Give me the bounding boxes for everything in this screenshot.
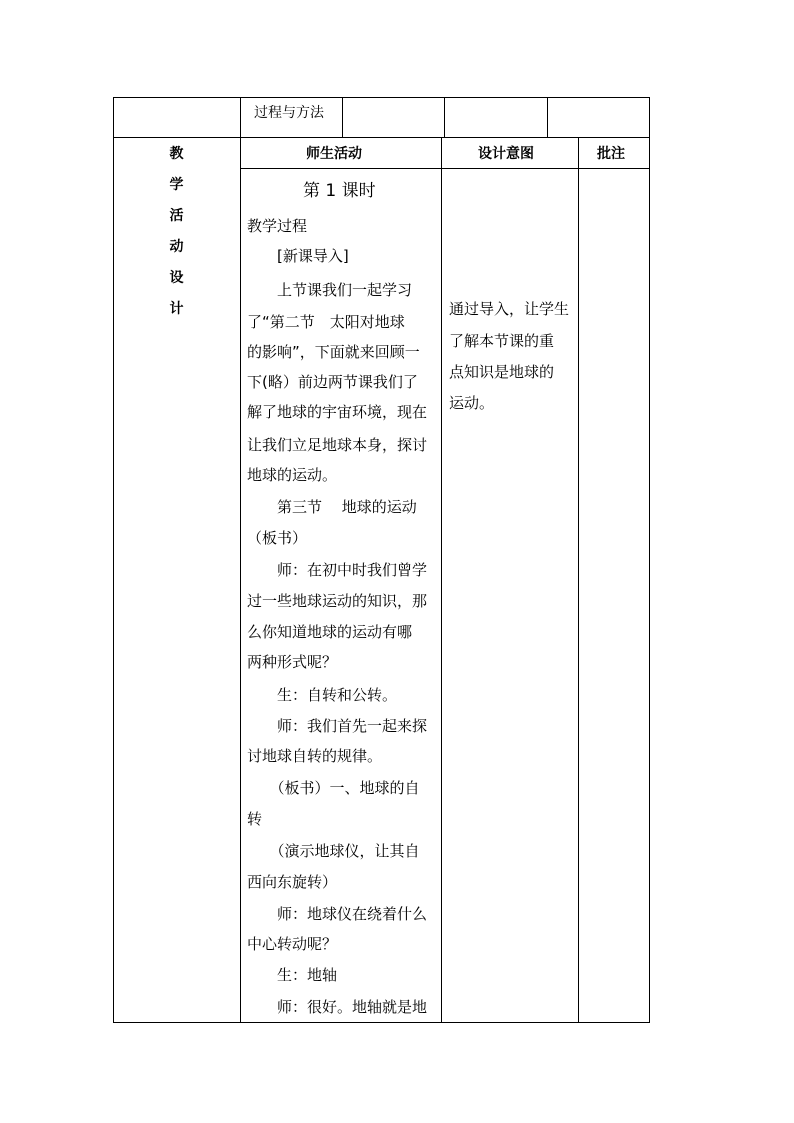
- table-left-border: [113, 97, 114, 1023]
- header-note: 批注: [597, 146, 625, 162]
- activity-line: 生：地轴: [247, 966, 338, 984]
- table-top-border: [113, 97, 650, 98]
- side-label-char: 计: [169, 301, 184, 317]
- activity-line: 上节课我们一起学习: [247, 281, 413, 299]
- side-label-char: 动: [169, 239, 184, 255]
- side-label-char: 教: [169, 146, 184, 162]
- intent-line: 通过导入，让学生: [449, 300, 570, 318]
- activity-line: 过一些地球运动的知识，那: [247, 592, 428, 610]
- activity-line: 师：地球仪在绕着什么: [247, 905, 428, 923]
- activity-line: 的影响”，下面就来回顾一: [247, 343, 420, 361]
- activity-line: 教学过程: [247, 217, 308, 235]
- header-intent: 设计意图: [478, 146, 534, 162]
- side-label-char: 活: [169, 208, 184, 224]
- intent-line: 运动。: [449, 394, 495, 412]
- side-label-char: 学: [169, 177, 184, 193]
- activity-line: 么你知道地球的运动有哪: [247, 623, 413, 641]
- activity-line: 两种形式呢？: [247, 653, 338, 671]
- activity-line: 让我们立足地球本身，探讨: [247, 436, 428, 454]
- top-row-divider-2: [444, 97, 445, 137]
- table-right-border: [649, 97, 650, 1023]
- activity-line: 了“第二节 太阳对地球: [247, 313, 405, 331]
- activity-line: 讨地球自转的规律。: [247, 747, 383, 765]
- activity-line: [新课导入]: [247, 247, 349, 265]
- top-row-label: 过程与方法: [254, 105, 324, 121]
- top-row-divider-1: [342, 97, 343, 137]
- activity-line: 转: [247, 810, 263, 828]
- activity-line: 下(略）前边两节课我们了: [247, 373, 418, 391]
- intent-note-divider: [578, 137, 579, 1023]
- activity-line: （演示地球仪，让其自: [247, 842, 420, 860]
- intent-line: 点知识是地球的: [449, 363, 555, 381]
- activity-line: 师：我们首先一起来探: [247, 717, 428, 735]
- table-bottom-border: [113, 1022, 650, 1023]
- side-label-char: 设: [169, 270, 184, 286]
- activity-line: 第三节 地球的运动: [247, 498, 417, 516]
- activity-line: 师：在初中时我们曾学: [247, 561, 428, 579]
- activity-line: 生：自转和公转。: [247, 686, 398, 704]
- activity-line: 中心转动呢？: [247, 935, 338, 953]
- top-row-divider-3: [547, 97, 548, 137]
- header-row-bottom-border: [240, 168, 650, 169]
- lesson-title: 第 1 课时: [303, 181, 376, 201]
- activity-intent-divider: [441, 137, 442, 1023]
- activity-line: 师：很好。地轴就是地: [247, 998, 428, 1016]
- activity-line: （板书）一、地球的自: [247, 779, 420, 797]
- header-row-top-border: [113, 137, 650, 138]
- intent-line: 了解本节课的重: [449, 332, 555, 350]
- activity-line: 地球的运动。: [247, 466, 338, 484]
- activity-line: （板书）: [247, 529, 308, 547]
- activity-line: 西向东旋转）: [247, 873, 338, 891]
- activity-line: 解了地球的宇宙环境，现在: [247, 403, 428, 421]
- side-column-divider: [240, 97, 241, 1023]
- header-activity: 师生活动: [306, 146, 362, 162]
